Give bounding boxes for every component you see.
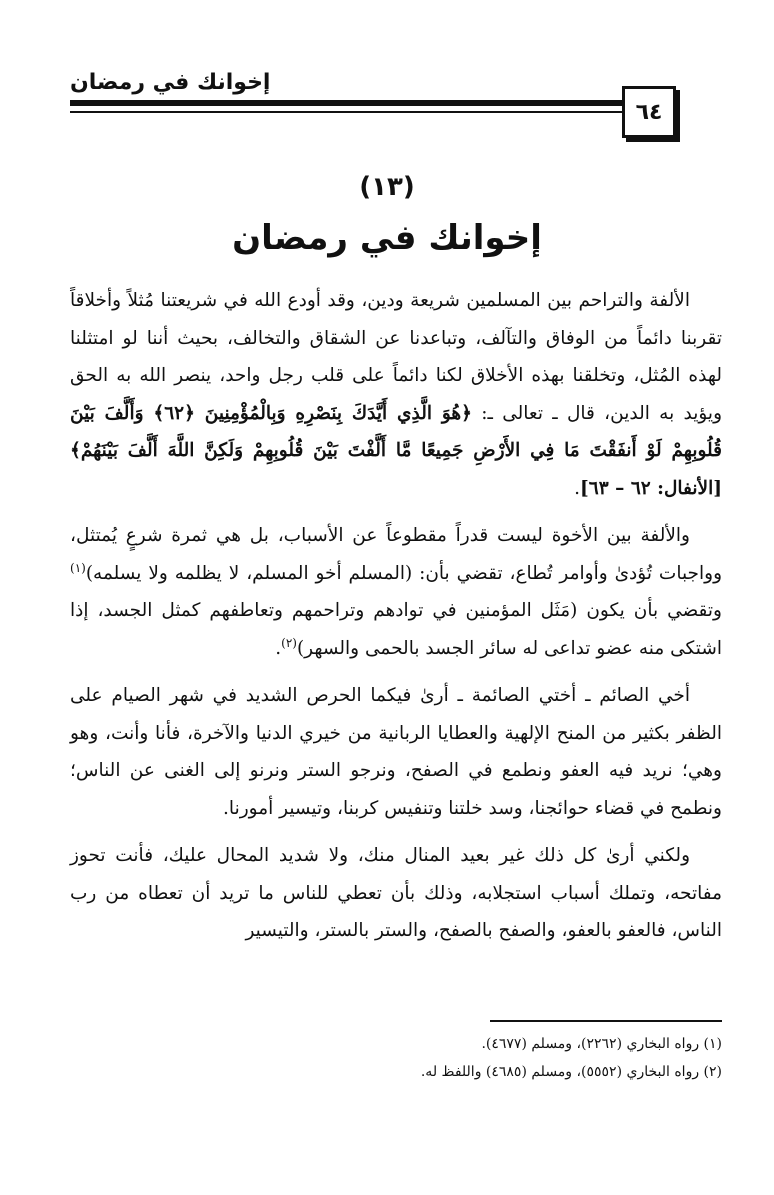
- footnote-1: (١) رواه البخاري (٢٢٦٢)، ومسلم (٤٦٧٧).: [481, 1036, 722, 1052]
- running-header-title: إخوانك في رمضان: [70, 70, 271, 95]
- paragraph-1-text: الألفة والتراحم بين المسلمين شريعة ودين، وقد أودع الله في شريعتنا مُثلاً وأخلاقاً تقربنا دائماً من الوفاق والتآلف، وتباعدنا عن الشقاق والتخالف، بحيث أننا لو امتثلنا لهذه المُثل، وتخلقنا بهذه الأخلاق لكنا دائماً على قلب رجل واحد، ينصر الله به الحق ويؤيد به الدين، قال ـ تعالى ـ:: [70, 290, 723, 424]
- paragraph-1-end: .: [574, 477, 581, 499]
- paragraph-2-text-b: وتقضي بأن يكون (مَثَل المؤمنين في توادهم وتراحمهم وتعاطفهم كمثل الجسد، إذا اشتكى منه عضو تداعى له سائر الجسد بالحمى والسهر): [70, 600, 722, 659]
- page-number: ٦٤: [635, 99, 663, 125]
- paragraph-4: ولكني أرىٰ كل ذلك غير بعيد المنال منك، ولا شديد المحال عليك، فأنت تحوز مفاتحه، وتملك أسباب استجلابه، وذلك بأن تعطي للناس ما تريد أن تعطاه من رب الناس، فالعفو بالعفو، والصفح بالصفح، والستر بالستر، والتيسير: [70, 845, 722, 941]
- chapter-title: إخوانك في رمضان: [232, 218, 542, 258]
- header-rule-thin: [70, 111, 622, 113]
- footnote-ref-1[interactable]: (١): [70, 560, 86, 575]
- body-text: [70, 282, 722, 950]
- paragraph-2-text-a: والألفة بين الأخوة ليست قدراً مقطوعاً عن الأسباب، بل هي ثمرة شرعٍ يُمتثل، وواجبات تُؤدىٰ وأوامر تُطاع، تقضي بأن: (المسلم أخو المسلم، لا يظلمه ولا يسلمه): [70, 525, 722, 584]
- footnote-2: (٢) رواه البخاري (٥٥٥٢)، ومسلم (٤٦٨٥) واللفظ له.: [420, 1064, 722, 1080]
- paragraph-3: أخي الصائم ـ أختي الصائمة ـ أرىٰ فيكما الحرص الشديد في شهر الصيام على الظفر بكثير من المنح الإلهية والعطايا الربانية من خيري الدنيا والآخرة، فأنا وأنت، وهو وهي؛ نريد فيه العفو ونطمع في الصفح، ونرجو الستر ونرنو إلى الغنى عن الناس؛ ونطمح في قضاء حوائجنا، وسد خلتنا وتنفيس كربنا، وتيسير أمورنا.: [70, 685, 722, 819]
- quran-verse: ﴿هُوَ الَّذِي أَيَّدَكَ بِنَصْرِهِ وَبِالْمُؤْمِنِينَ ﴿٦٢﴾ وَأَلَّفَ بَيْنَ قُلُوبِهِمْ لَوْ أَنفَقْتَ مَا فِي الأَرْضِ جَمِيعًا مَّا أَلَّفْتَ بَيْنَ قُلُوبِهِمْ وَلَكِنَّ اللَّهَ أَلَّفَ بَيْنَهُمْ﴾: [70, 402, 722, 461]
- paragraph-1: [70, 282, 722, 507]
- footnote-divider: [490, 1020, 722, 1022]
- header-rule-thick: [70, 100, 622, 106]
- verse-source: [الأنفال: ٦٢ – ٦٣]: [580, 477, 722, 499]
- footnotes: [70, 1030, 722, 1086]
- paragraph-2-end: .: [275, 637, 282, 659]
- chapter-number: (١٣): [359, 172, 415, 202]
- page-number-box: [622, 86, 676, 138]
- footnote-ref-2[interactable]: (٢): [281, 635, 297, 650]
- paragraph-2: [70, 517, 722, 667]
